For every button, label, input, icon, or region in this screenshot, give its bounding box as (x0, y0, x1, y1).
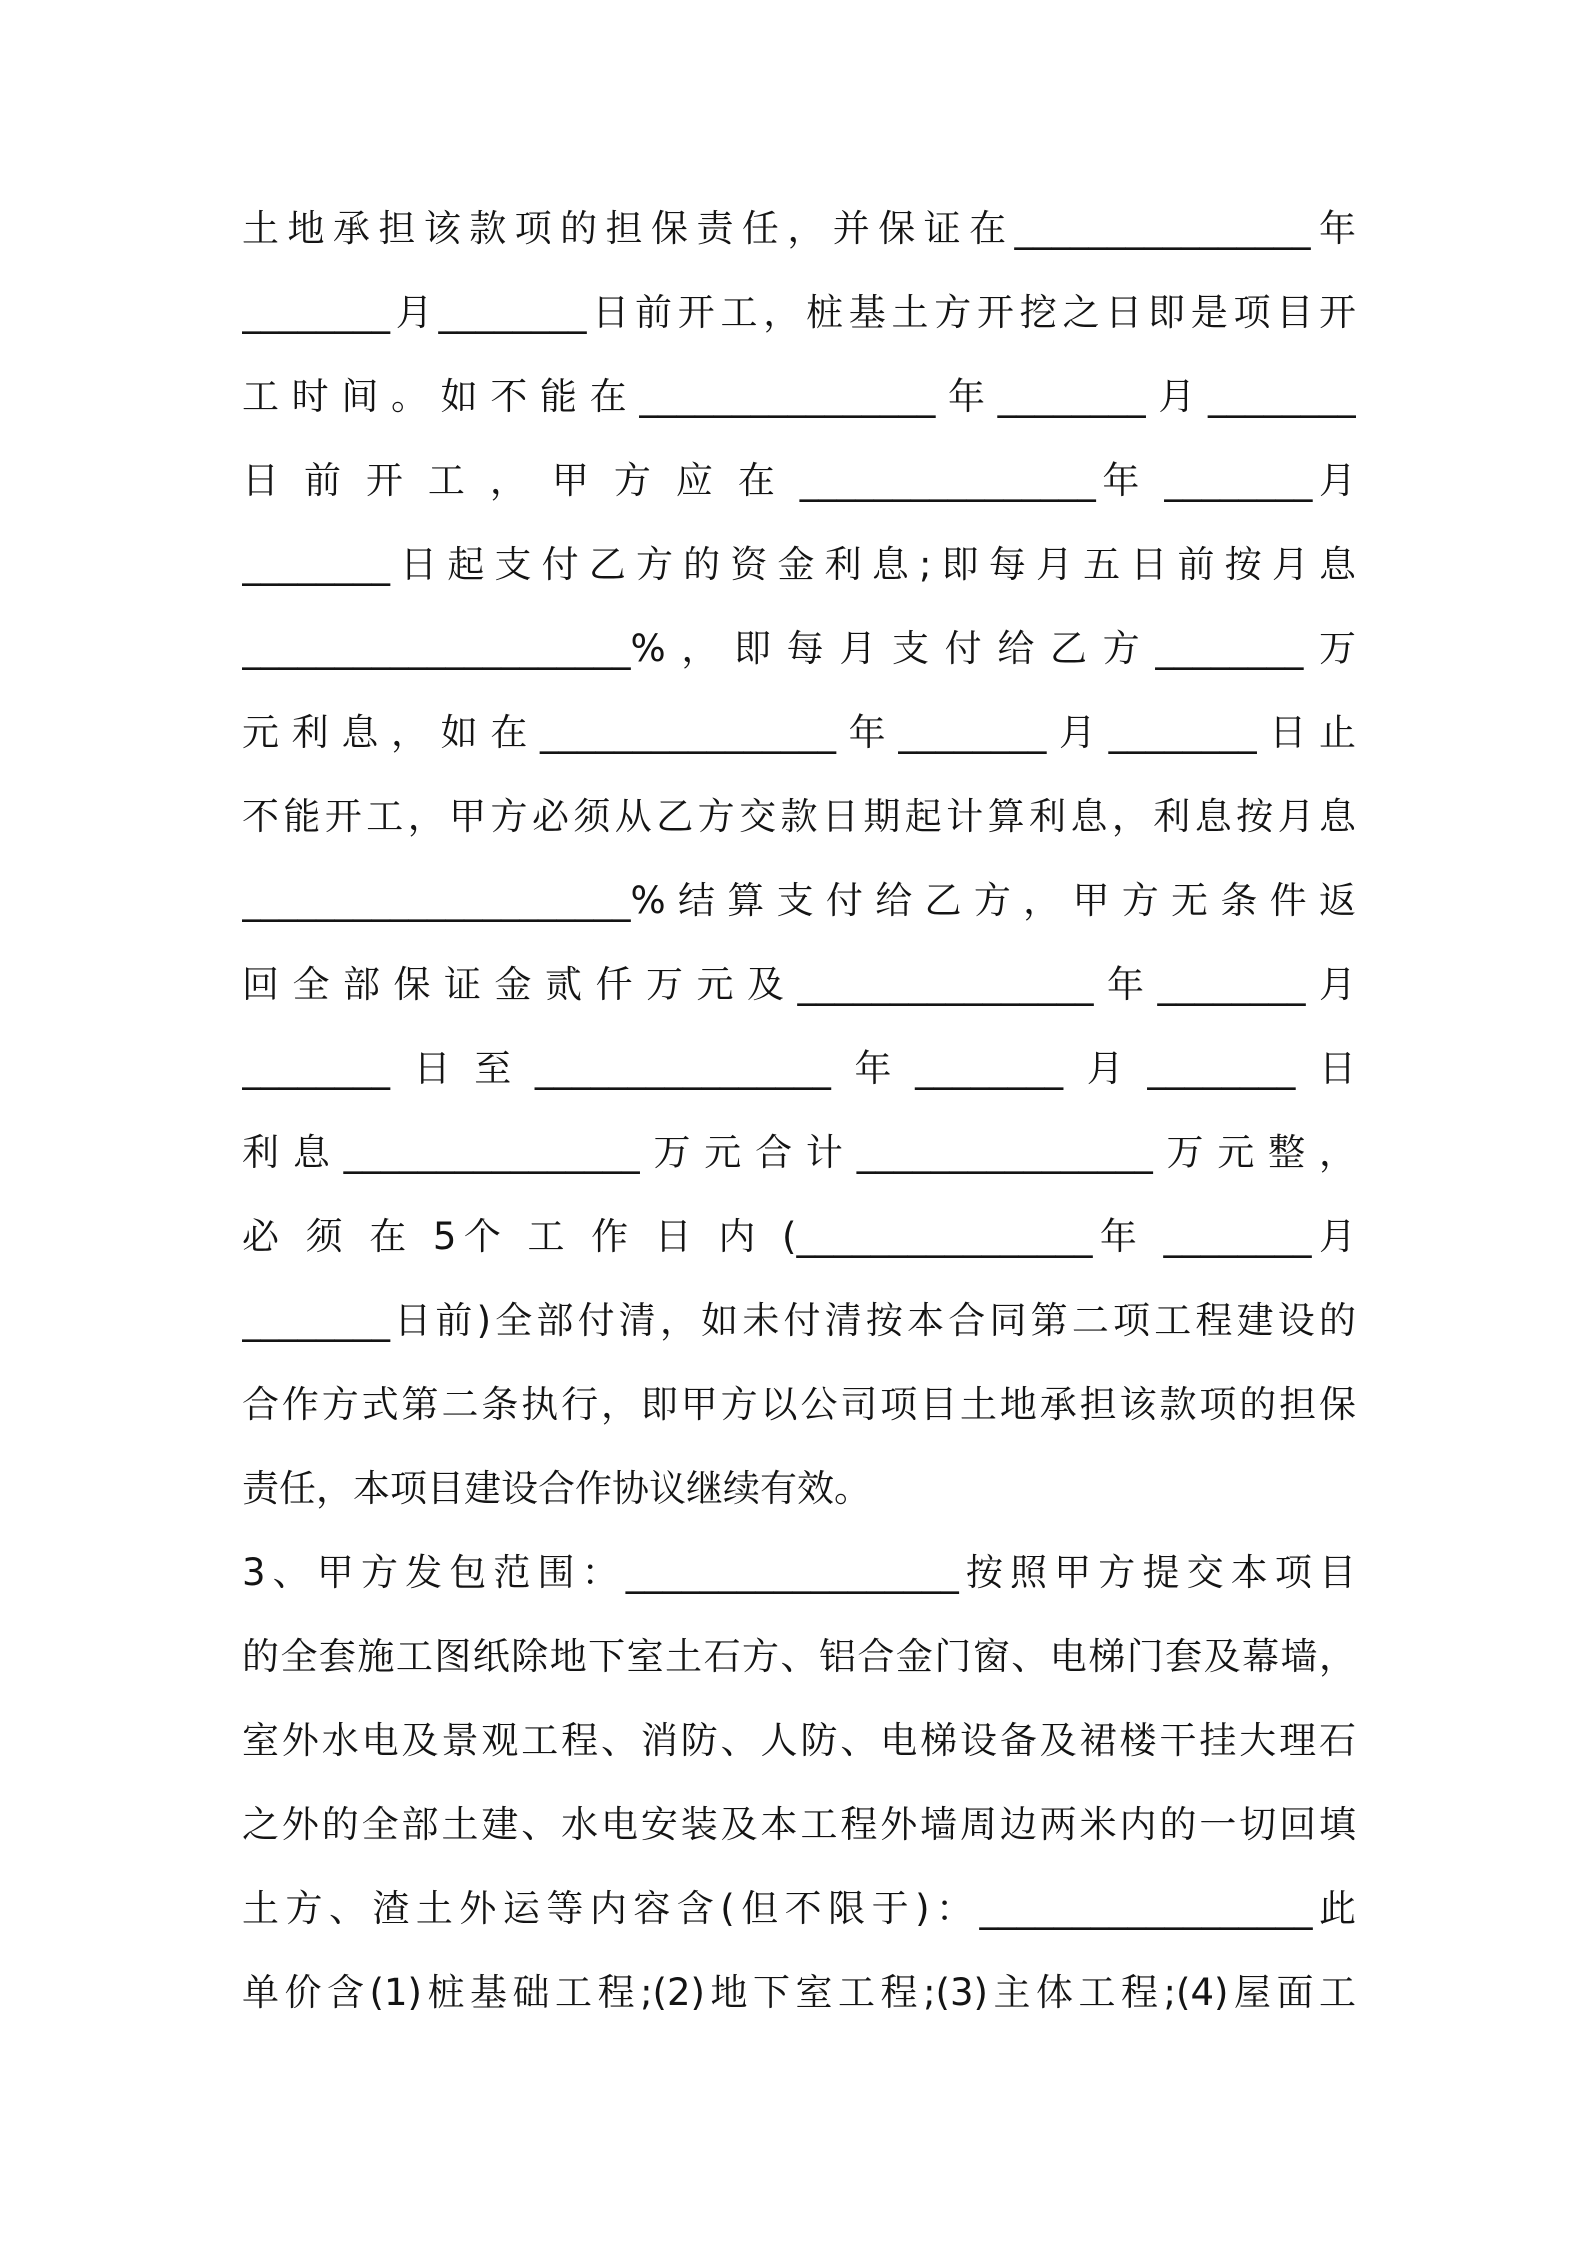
text-line: 土地承担该款项的担保责任，并保证在________________年 (242, 207, 1356, 250)
text-line: _____________________%结算支付给乙方，甲方无条件返 (242, 879, 1356, 922)
document-body (242, 198, 1356, 2046)
text-line: ________月________日前开工，桩基土方开挖之日即是项目开 (242, 291, 1356, 334)
text-line: 之外的全部土建、水电安装及本工程外墙周边两米内的一切回填 (242, 1803, 1356, 1846)
text-line: 元利息，如在________________年________月________日止 (242, 711, 1356, 754)
text-line: 单价含(1)桩基础工程;(2)地下室工程;(3)主体工程;(4)屋面工 (242, 1971, 1356, 2014)
text-line: ________日至________________年________月________日 (242, 1047, 1356, 1090)
text-line: 工时间。如不能在________________年________月________ (242, 375, 1356, 418)
text-line: ________日前)全部付清，如未付清按本合同第二项工程建设的 (242, 1299, 1356, 1342)
text-line: 回全部保证金贰仟万元及________________年________月 (242, 963, 1356, 1006)
text-line: 的全套施工图纸除地下室土石方、铝合金门窗、电梯门套及幕墙， (242, 1635, 1356, 1678)
text-line: 利息________________万元合计________________万元整， (242, 1131, 1356, 1174)
text-line: ________日起支付乙方的资金利息;即每月五日前按月息 (242, 543, 1356, 586)
text-line: 土方、渣土外运等内容含(但不限于)：__________________此 (242, 1887, 1356, 1930)
text-line: 室外水电及景观工程、消防、人防、电梯设备及裙楼干挂大理石 (242, 1719, 1356, 1762)
text-line: _____________________%，即每月支付给乙方________万 (242, 627, 1356, 670)
text-line: 不能开工，甲方必须从乙方交款日期起计算利息，利息按月息 (242, 795, 1356, 838)
text-line: 责任，本项目建设合作协议继续有效。 (242, 1467, 871, 1510)
text-line: 必 须 在 5个 工 作 日 内 (________________年 ________月 (242, 1215, 1356, 1258)
text-line: 日 前 开 工 ， 甲 方 应 在 ________________年 ________月 (242, 459, 1356, 502)
text-line: 3、甲方发包范围：__________________按照甲方提交本项目 (242, 1551, 1356, 1594)
text-line: 合作方式第二条执行，即甲方以公司项目土地承担该款项的担保 (242, 1383, 1356, 1426)
